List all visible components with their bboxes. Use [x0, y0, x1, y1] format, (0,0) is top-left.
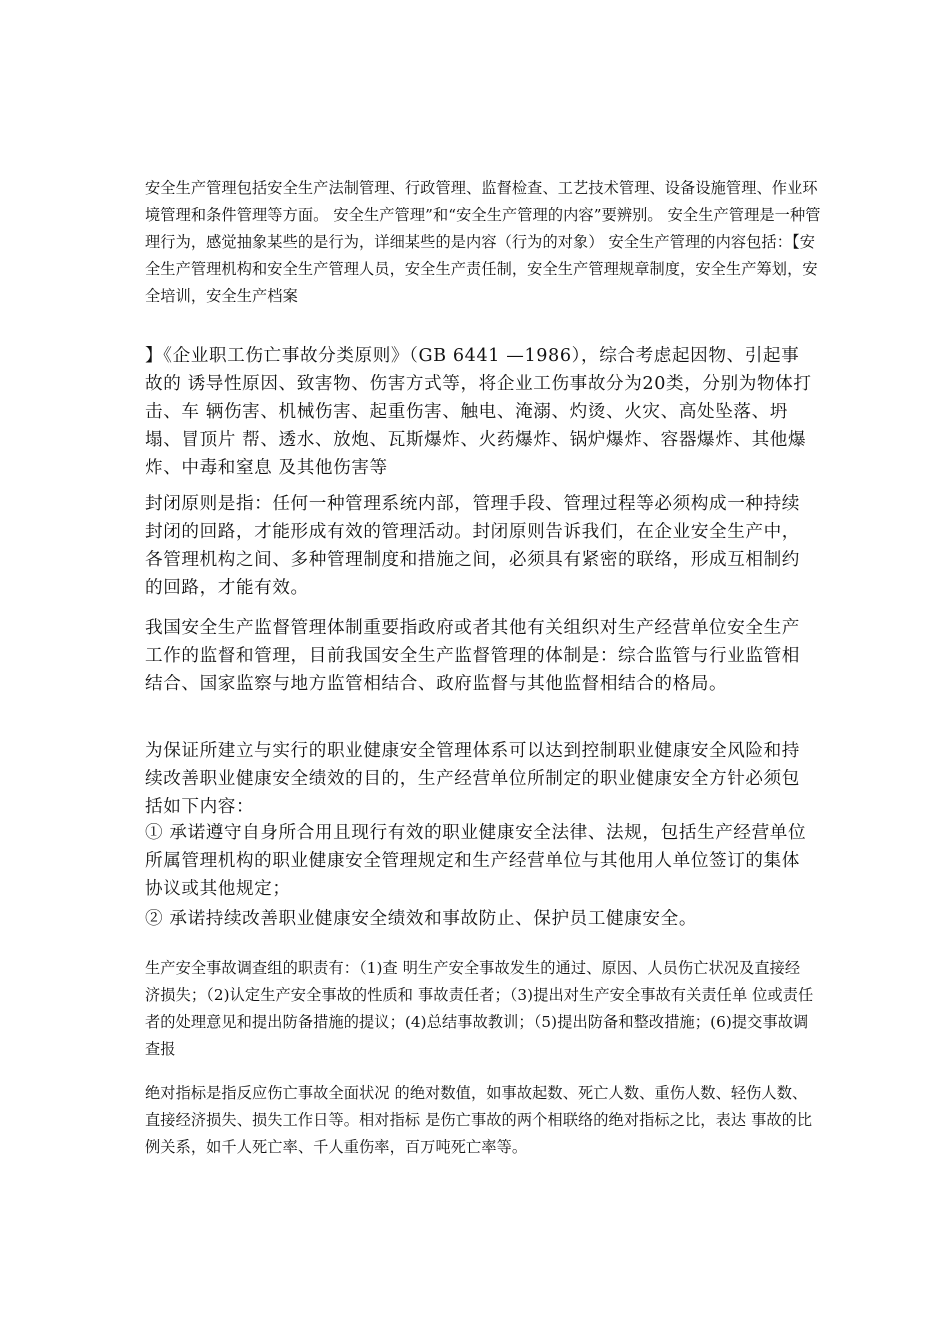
paragraph-investigation-duties: 生产安全事故调查组的职责有：（1)查 明生产安全事故发生的通过、原因、人员伤亡状况及直接经济损失；（2)认定生产安全事故的性质和 事故责任者；（3)提出对生产安全事故有关责任单 位或责任者的处理意见和提出防备措施的提议；(4)总结事故教训；（5)提出防备和整改措施；(6)提交事故调查报 [145, 959, 814, 1058]
paragraph-ohs-policy-item-1: ① 承诺遵守自身所合用且现行有效的职业健康安全法律、法规，包括生产经营单位所属管理机构的职业健康安全管理规定和生产经营单位与其他用人单位签订的集体协议或其他规定； [145, 823, 807, 899]
paragraph-safety-management-scope: 安全生产管理包括安全生产法制管理、行政管理、监督检查、工艺技术管理、设备设施管理、作业环境管理和条件管理等方面。 安全生产管理”和“安全生产管理的内容”要辨别。 安全生产管理是一种管理行为，感觉抽象某些的是行为，详细某些的是内容（行为的对象） 安全生产管理的内容包括：【安全生产管理机构和安全生产管理人员，安全生产责任制，安全生产管理规章制度，安全生产筹划，安全培训，安全生产档案 [145, 179, 821, 305]
paragraph-supervision-system: 我国安全生产监督管理体制重要指政府或者其他有关组织对生产经营单位安全生产工作的监督和管理，目前我国安全生产监督管理的体制是：综合监管与行业监管相结合、国家监察与地方监管相结合、政府监督与其他监督相结合的格局。 [145, 618, 800, 694]
paragraph-accident-classification: 】《企业职工伤亡事故分类原则》（GB 6441 —1986），综合考虑起因物、引起事故的 诱导性原因、致害物、伤害方式等，将企业工伤事故分为20类，分别为物体打击、车 辆伤害、机械伤害、起重伤害、触电、淹溺、灼烫、火灾、高处坠落、坍塌、冒顶片 帮、透水、放炮、瓦斯爆炸、火药爆炸、锅炉爆炸、容器爆炸、其他爆炸、中毒和窒息 及其他伤害等 [145, 346, 812, 478]
paragraph-closure-principle: 封闭原则是指：任何一种管理系统内部，管理手段、管理过程等必须构成一种持续封闭的回路，才能形成有效的管理活动。封闭原则告诉我们，在企业安全生产中，各管理机构之间、多种管理制度和措施之间，必须具有紧密的联络，形成互相制约的回路，才能有效。 [145, 494, 800, 598]
paragraph-absolute-relative-indicators: 绝对指标是指反应伤亡事故全面状况 的绝对数值，如事故起数、死亡人数、重伤人数、轻伤人数、直接经济损失、损失工作日等。相对指标 是伤亡事故的两个相联络的绝对指标之比，表达 事故的比例关系，如千人死亡率、千人重伤率，百万吨死亡率等。 [145, 1084, 813, 1156]
paragraph-ohs-policy-item-2: ② 承诺持续改善职业健康安全绩效和事故防止、保护员工健康安全。 [145, 909, 698, 929]
paragraph-ohs-policy-intro: 为保证所建立与实行的职业健康安全管理体系可以达到控制职业健康安全风险和持续改善职业健康安全绩效的目的，生产经营单位所制定的职业健康安全方针必须包括如下内容： [145, 741, 800, 817]
